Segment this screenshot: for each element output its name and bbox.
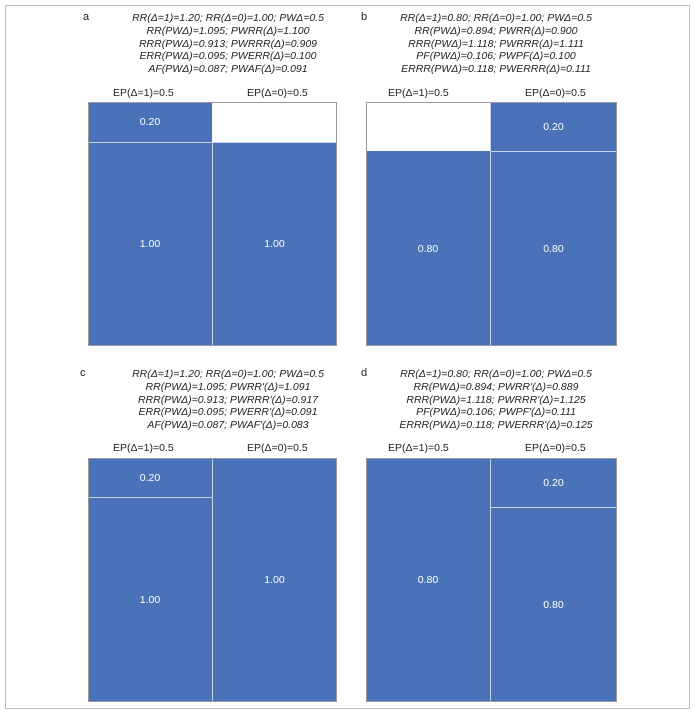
cell-right-bottom	[212, 142, 337, 346]
stat-line: RR(PWΔ)=1.095; PWRR'(Δ)=1.091	[145, 380, 311, 393]
ep-right-label: EP(Δ=0)=0.5	[525, 442, 586, 454]
stat-line: RRR(PWΔ)=1.118; PWRRR(Δ)=1.111	[408, 37, 584, 50]
stat-line: RRR(PWΔ)=0.913; PWRRR'(Δ)=0.917	[137, 393, 319, 406]
ep-right-label: EP(Δ=0)=0.5	[525, 87, 586, 99]
divider	[490, 102, 491, 346]
stat-line: RR(PWΔ)=0.894; PWRR'(Δ)=0.889	[413, 380, 579, 393]
stat-line: RRR(PWΔ)=0.913; PWRRR(Δ)=0.909	[138, 37, 318, 50]
cell-value: 0.20	[543, 476, 564, 489]
cell-value: 0.80	[417, 574, 439, 586]
ep-left-label: EP(Δ=1)=0.5	[388, 87, 449, 99]
divider	[212, 142, 213, 346]
divider	[490, 458, 491, 702]
ep-left-label: EP(Δ=1)=0.5	[388, 442, 449, 454]
ep-right-label: EP(Δ=0)=0.5	[247, 442, 308, 454]
cell-value: 0.20	[139, 471, 161, 484]
panel-letter-d: d	[361, 367, 368, 379]
cell-right-single	[212, 458, 337, 702]
panel-letter-b: b	[361, 11, 368, 23]
stat-line: RR(Δ=1)=1.20; RR(Δ=0)=1.00; PWΔ=0.5	[132, 368, 324, 380]
panel-d-stats	[356, 368, 636, 432]
cell-right-top-empty	[212, 102, 337, 142]
cell-value: 1.00	[264, 238, 285, 250]
cell-right-bottom	[490, 151, 617, 346]
panel-b-stats	[356, 12, 636, 76]
stat-line: PF(PWΔ)=0.106; PWPF(Δ)=0.100	[416, 50, 576, 63]
cell-left-top-empty	[366, 102, 490, 151]
cell-right-top	[490, 102, 617, 151]
panel-letter-a: a	[83, 11, 90, 23]
divider	[490, 151, 617, 152]
cell-left-top	[88, 102, 212, 142]
cell-left-single	[366, 458, 490, 702]
cell-value: 0.20	[543, 120, 564, 133]
cell-value: 0.20	[139, 116, 161, 128]
ep-left-label: EP(Δ=1)=0.5	[113, 442, 174, 454]
stat-line: RR(PWΔ)=1.095; PWRR(Δ)=1.100	[146, 24, 310, 37]
cell-value: 0.80	[543, 242, 564, 255]
cell-value: 1.00	[264, 574, 285, 586]
divider	[88, 497, 212, 498]
stat-line: ERRR(PWΔ)=0.118; PWERRR'(Δ)=0.125	[399, 419, 593, 432]
ep-right-label: EP(Δ=0)=0.5	[247, 87, 308, 99]
panel-a-stats	[88, 12, 368, 76]
divider	[212, 458, 213, 702]
stat-line: PF(PWΔ)=0.106; PWPF'(Δ)=0.111	[416, 406, 576, 419]
stat-line: ERR(PWΔ)=0.095; PWERR(Δ)=0.100	[139, 50, 317, 63]
stat-line: AF(PWΔ)=0.087; PWAF(Δ)=0.091	[148, 63, 308, 76]
divider	[490, 507, 617, 508]
cell-right-bottom	[490, 507, 617, 702]
cell-left-bottom	[88, 142, 212, 346]
cell-right-top	[490, 458, 617, 507]
panel-c-stats	[88, 368, 368, 432]
cell-value: 1.00	[139, 238, 161, 250]
cell-left-top	[88, 458, 212, 497]
cell-left-bottom	[88, 497, 212, 702]
ep-left-label: EP(Δ=1)=0.5	[113, 87, 174, 99]
stat-line: ERRR(PWΔ)=0.118; PWERRR(Δ)=0.111	[401, 63, 591, 76]
stat-line: RR(PWΔ)=0.894; PWRR(Δ)=0.900	[414, 24, 578, 37]
stat-line: RR(Δ=1)=1.20; RR(Δ=0)=1.00; PWΔ=0.5	[132, 12, 324, 24]
stat-line: RRR(PWΔ)=1.118; PWRRR'(Δ)=1.125	[406, 393, 586, 406]
cell-left-bottom	[366, 151, 490, 346]
stat-line: AF(PWΔ)=0.087; PWAF'(Δ)=0.083	[147, 419, 309, 432]
stat-line: RR(Δ=1)=0.80; RR(Δ=0)=1.00; PWΔ=0.5	[400, 12, 592, 24]
cell-value: 1.00	[139, 593, 161, 606]
cell-value: 0.80	[417, 242, 439, 255]
cell-value: 0.80	[543, 598, 564, 611]
stat-line: RR(Δ=1)=0.80; RR(Δ=0)=1.00; PWΔ=0.5	[400, 368, 592, 380]
panel-letter-c: c	[80, 367, 86, 379]
stat-line: ERR(PWΔ)=0.095; PWERR'(Δ)=0.091	[138, 406, 318, 419]
